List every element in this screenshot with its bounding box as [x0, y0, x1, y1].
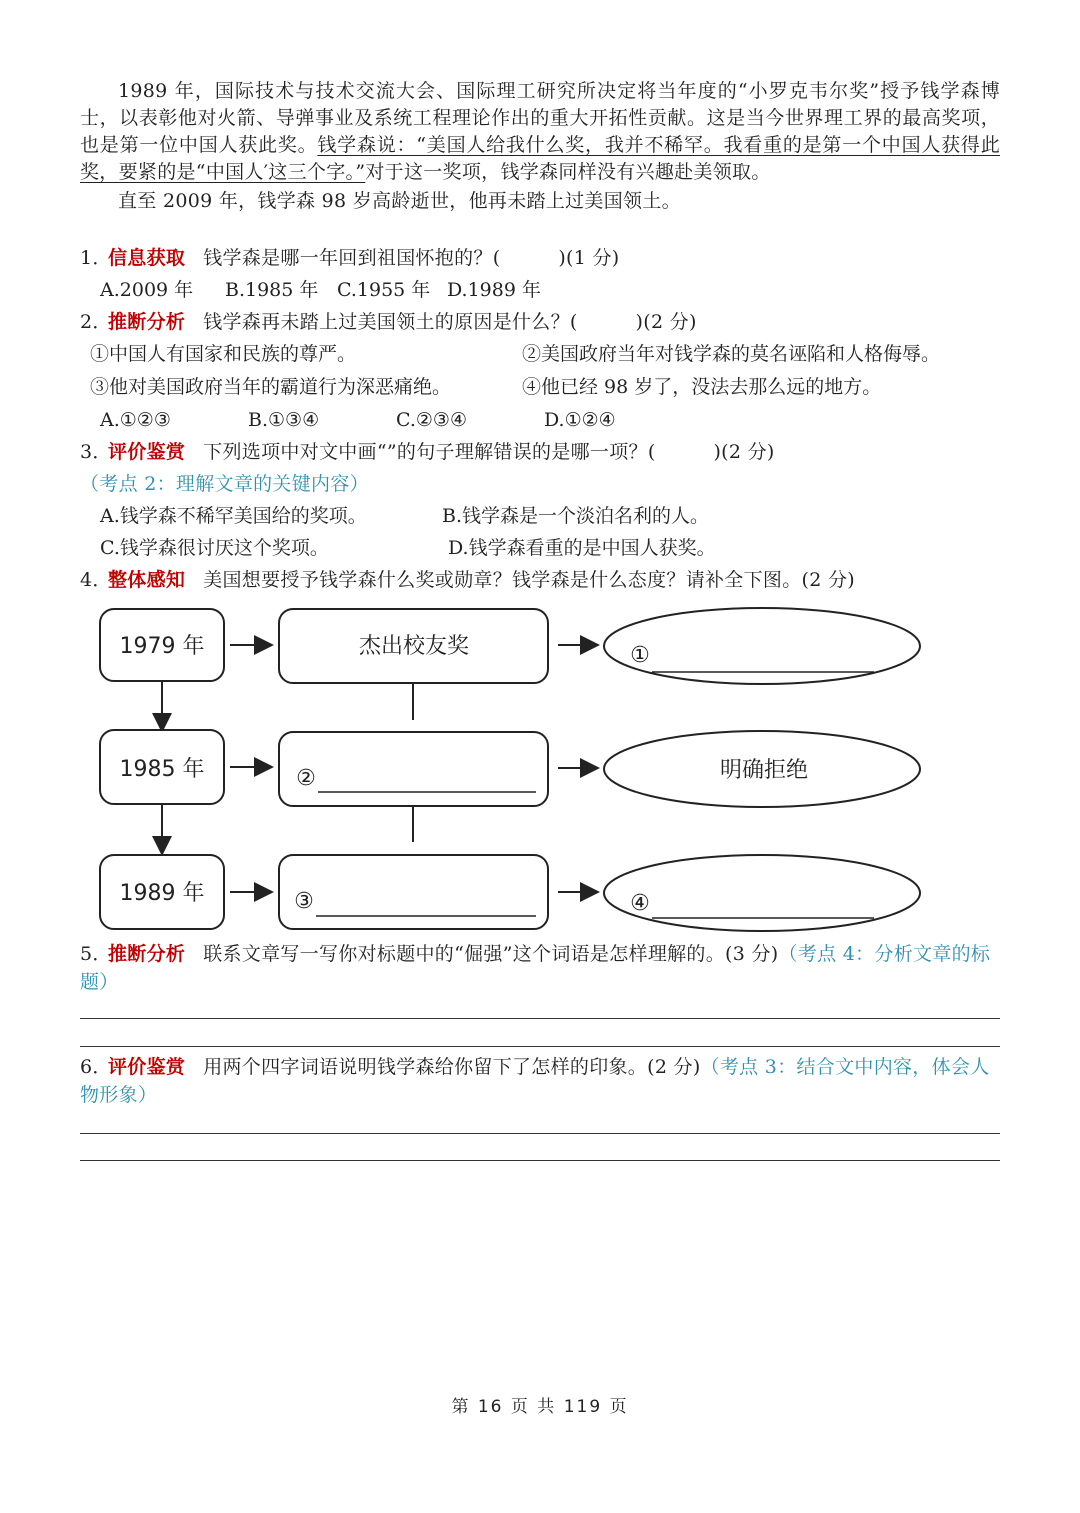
- question-tag: 推断分析: [108, 311, 186, 333]
- q2-statements-row-2: [80, 371, 1000, 404]
- q6-kaodian: （考点 3：结合文中内容，体会人物形象）: [80, 1056, 990, 1106]
- option-d[interactable]: D.①②④: [544, 409, 616, 431]
- question-text: 联系文章写一写你对标题中的“倔强”这个词语是怎样理解的。(3 分): [203, 943, 779, 965]
- q2-statements-row-1: [80, 338, 1000, 371]
- attitude-label-2: 明确拒绝: [719, 758, 809, 783]
- award-flow-diagram: [80, 596, 1020, 936]
- statement-4: ④他已经 98 岁了，没法去那么远的地方。: [522, 376, 882, 398]
- option-c[interactable]: C.钱学森很讨厌这个奖项。: [100, 537, 329, 559]
- option-a[interactable]: A.钱学森不稀罕美国给的奖项。: [100, 505, 367, 527]
- year-label-3: 1989 年: [119, 881, 205, 906]
- question-text: 用两个四字词语说明钱学森给你留下了怎样的印象。(2 分): [203, 1056, 701, 1078]
- option-b[interactable]: B.①③④: [248, 409, 320, 431]
- question-6: [80, 1053, 1000, 1109]
- option-c[interactable]: C.1955 年: [337, 279, 431, 301]
- q6-answer-line-1[interactable]: [80, 1133, 1000, 1134]
- option-b[interactable]: B.1985 年: [225, 279, 319, 301]
- footer-suffix: 页: [609, 1397, 629, 1417]
- passage-text-b: 对于这一奖项，钱学森同样没有兴趣赴美领取。: [365, 161, 771, 183]
- q5-answer-line-1[interactable]: [80, 1018, 1000, 1019]
- question-tag: 推断分析: [108, 943, 186, 965]
- blank-number-1: ①: [630, 643, 650, 668]
- q1-options: [80, 274, 1000, 306]
- option-d[interactable]: D.钱学森看重的是中国人获奖。: [448, 537, 716, 559]
- statement-1: ①中国人有国家和民族的尊严。: [90, 343, 357, 365]
- current-page-number: 16: [477, 1397, 504, 1417]
- question-4: [80, 564, 1000, 596]
- worksheet-page: [80, 78, 1000, 1161]
- passage-text-a: 1989 年，国际技术与技术交流大会、国际理工研究所决定将当年度的“小罗克韦尔奖”授予钱学森博士，以表彰他对火箭、导弹事业及系统工程理论作出的重大开拓性贡献。这是当今世界理工界的最高奖项，也是第一位中国人获此奖。: [80, 80, 1000, 156]
- option-a[interactable]: A.①②③: [100, 409, 171, 431]
- passage-paragraph-2: 直至 2009 年，钱学森 98 岁高龄逝世，他再未踏上过美国领土。: [118, 190, 681, 212]
- option-a[interactable]: A.2009 年: [100, 279, 194, 301]
- blank-number-2: ②: [296, 766, 316, 791]
- question-number: 6．: [80, 1056, 112, 1078]
- diagram-svg: [80, 596, 1020, 936]
- question-tag: 评价鉴赏: [108, 441, 186, 463]
- attitude-oval-3: [604, 855, 920, 931]
- question-text: 钱学森再未踏上过美国领土的原因是什么？( )(2 分): [203, 311, 697, 333]
- passage-paragraph-1: [80, 78, 1000, 186]
- blank-number-4: ④: [630, 891, 650, 916]
- year-label-1: 1979 年: [119, 634, 205, 659]
- q5-kaodian: （考点 4：分析文章的标题）: [80, 943, 991, 993]
- footer-prefix: 第: [451, 1397, 471, 1417]
- question-1: [80, 242, 1000, 274]
- page-footer: [0, 1392, 1080, 1417]
- q3-kaodian: （考点 2：理解文章的关键内容）: [80, 473, 369, 495]
- footer-middle: 页 共: [510, 1397, 557, 1417]
- q3-options-row-2: [80, 532, 1000, 564]
- underlined-quote: 钱学森说：“美国人给我什么奖，我并不稀罕。我看重的是第一个中国人获得此奖，要紧的是“中国人′这三个字。”: [80, 134, 1000, 183]
- question-text: 钱学森是哪一年回到祖国怀抱的？( )(1 分): [203, 247, 620, 269]
- q5-answer-line-2[interactable]: [80, 1046, 1000, 1047]
- award-box-3: [279, 855, 548, 929]
- statement-3: ③他对美国政府当年的霸道行为深恶痛绝。: [90, 376, 452, 398]
- option-d[interactable]: D.1989 年: [447, 279, 541, 301]
- question-3: [80, 436, 1000, 468]
- q2-options: [80, 404, 1000, 436]
- question-number: 1．: [80, 247, 112, 269]
- question-tag: 整体感知: [108, 569, 186, 591]
- question-tag: 评价鉴赏: [108, 1056, 186, 1078]
- question-number: 4．: [80, 569, 112, 591]
- option-c[interactable]: C.②③④: [396, 409, 467, 431]
- q6-answer-line-2[interactable]: [80, 1160, 1000, 1161]
- statement-2: ②美国政府当年对钱学森的莫名诬陷和人格侮辱。: [522, 343, 941, 365]
- question-text: 下列选项中对文中画“”的句子理解错误的是哪一项？( )(2 分): [203, 441, 775, 463]
- award-box-2: [279, 732, 548, 806]
- question-text: 美国想要授予钱学森什么奖或勋章？钱学森是什么态度？请补全下图。(2 分): [203, 569, 855, 591]
- question-tag: 信息获取: [108, 247, 186, 269]
- question-number: 2．: [80, 311, 112, 333]
- question-number: 5．: [80, 943, 112, 965]
- question-5: [80, 940, 1000, 996]
- blank-number-3: ③: [294, 889, 314, 914]
- award-label-1: 杰出校友奖: [358, 634, 470, 659]
- year-label-2: 1985 年: [119, 757, 205, 782]
- question-number: 3．: [80, 441, 112, 463]
- total-page-number: 119: [563, 1397, 603, 1417]
- question-2: [80, 306, 1000, 338]
- q3-options-row-1: [80, 500, 1000, 532]
- option-b[interactable]: B.钱学森是一个淡泊名利的人。: [442, 505, 710, 527]
